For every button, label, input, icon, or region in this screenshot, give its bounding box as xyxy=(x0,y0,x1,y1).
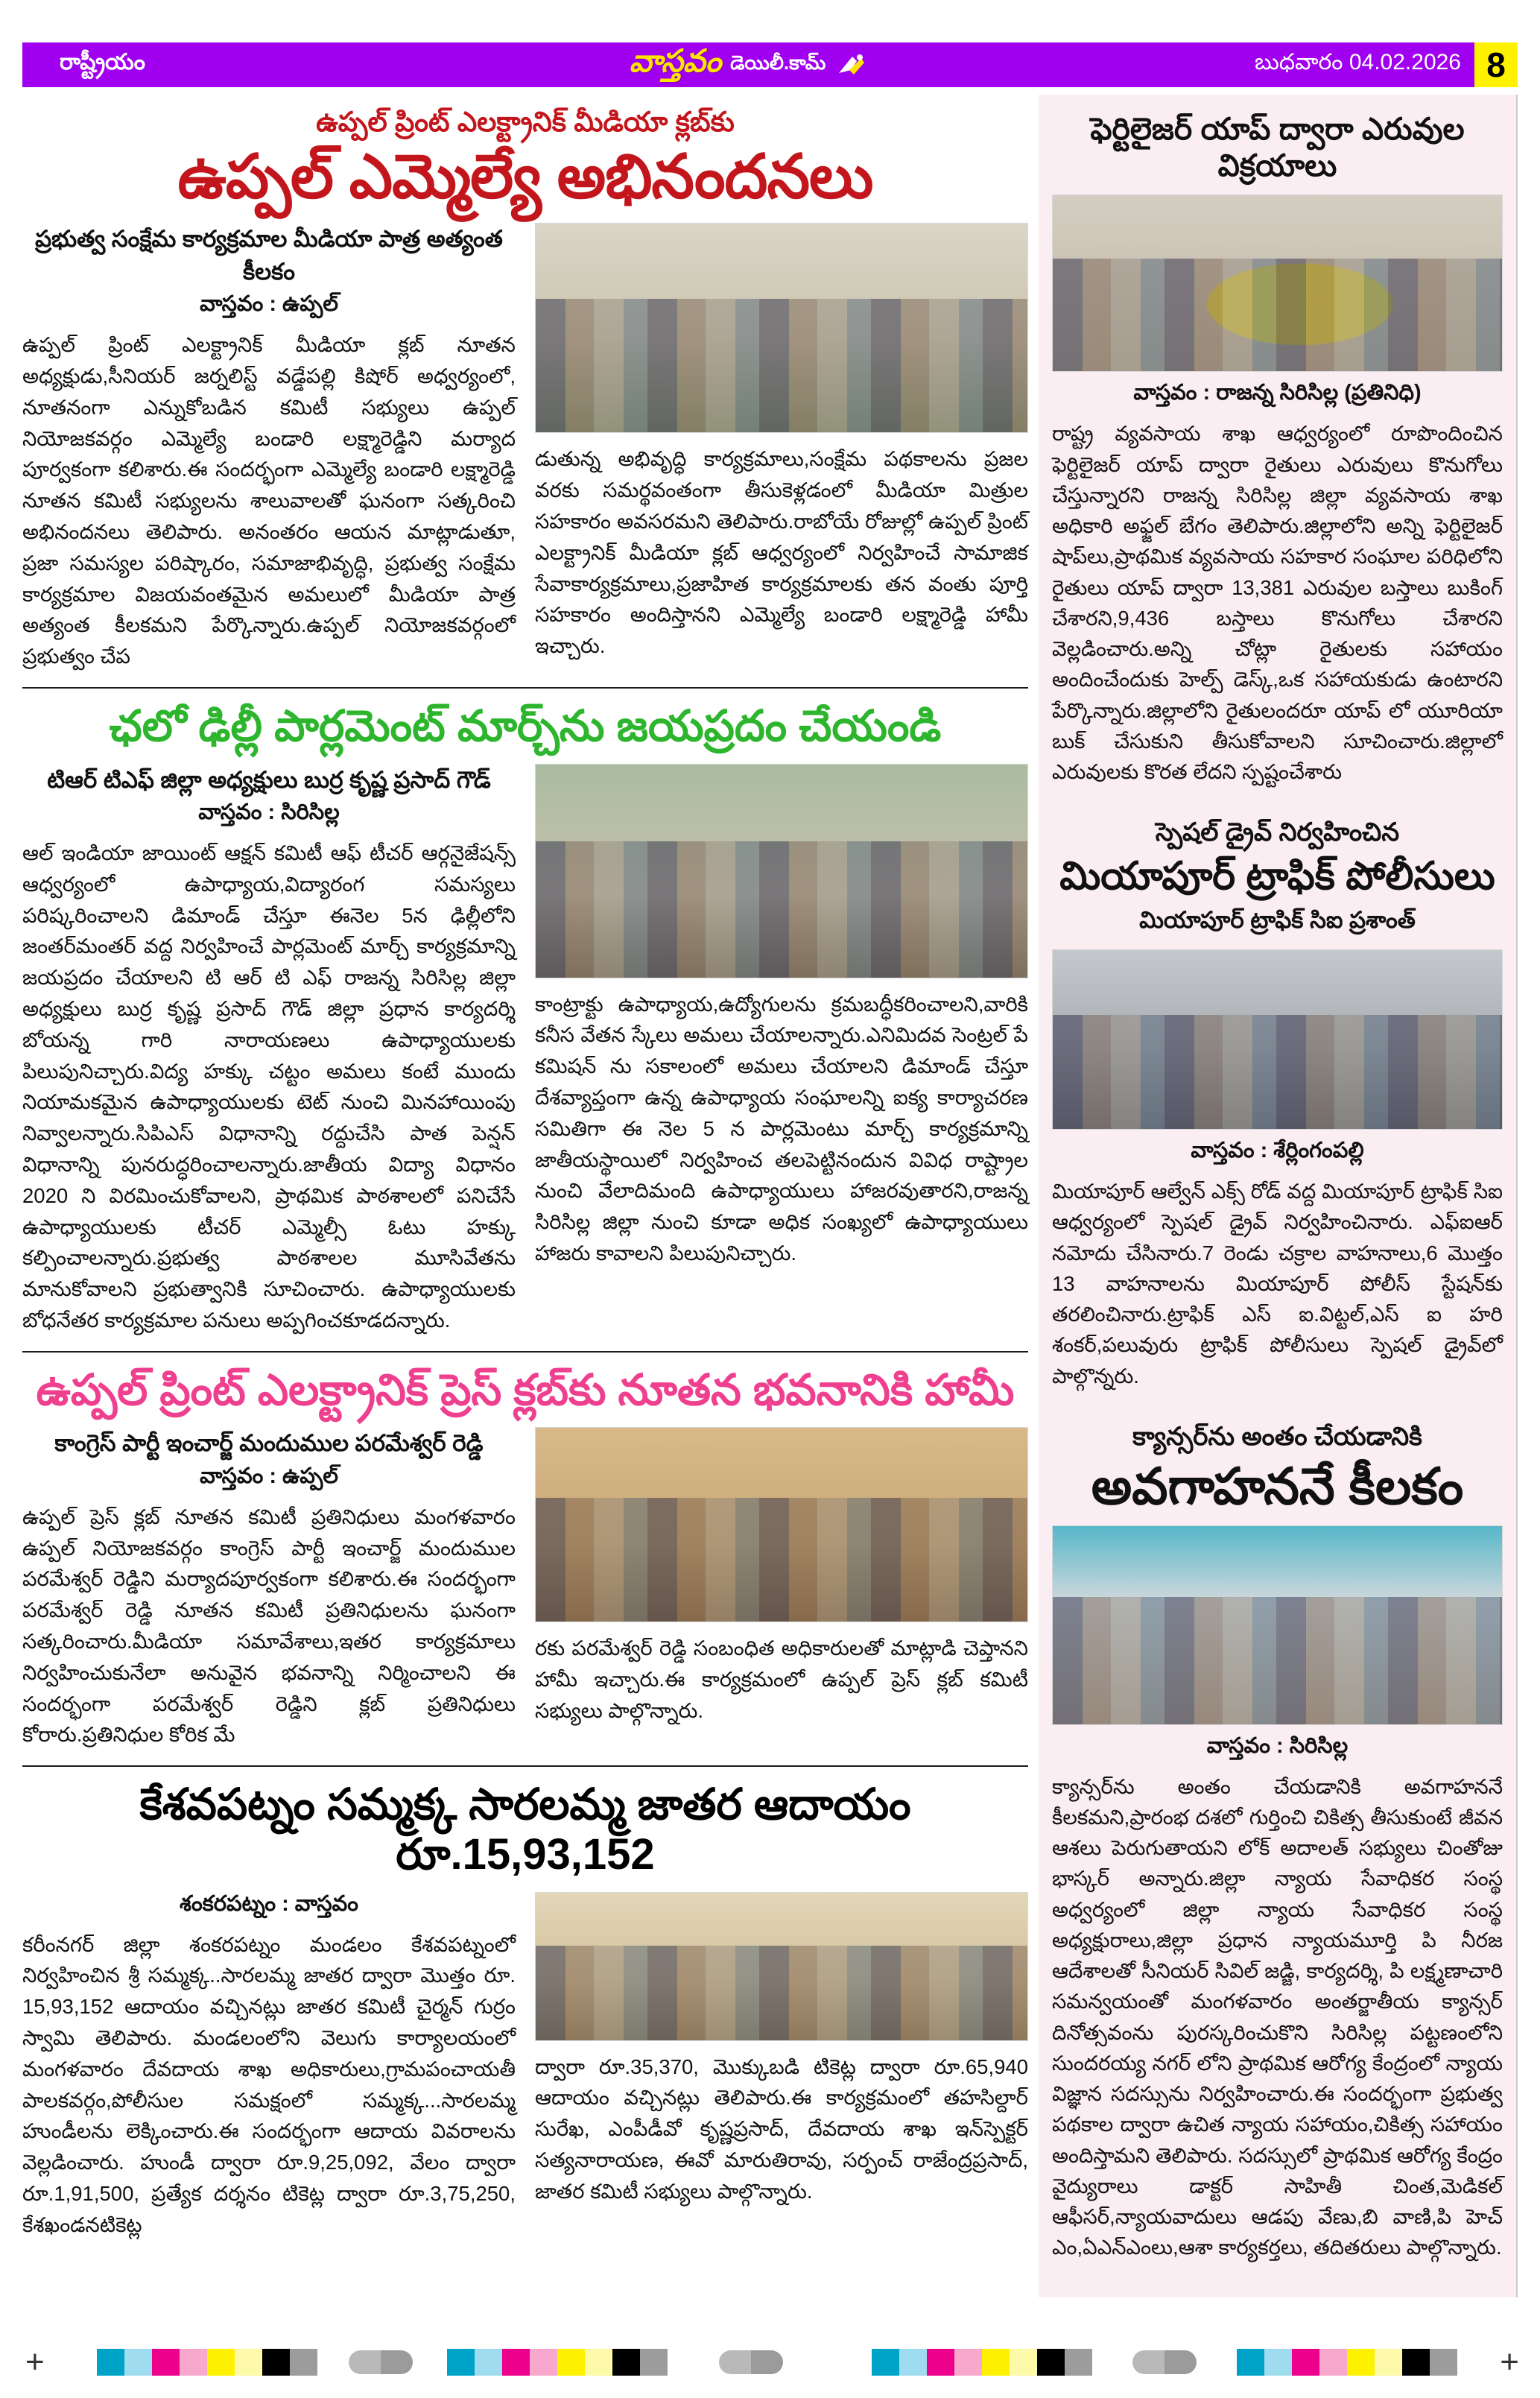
sidebar-column xyxy=(1039,95,1518,2297)
color-swatch xyxy=(1010,2349,1037,2376)
masthead-domain: డెయిలీ.కామ్ xyxy=(730,51,826,74)
color-swatch xyxy=(152,2349,180,2376)
color-swatch xyxy=(1037,2349,1065,2376)
group-photo xyxy=(535,223,1028,433)
color-bar xyxy=(97,2349,317,2376)
article-jatara-income xyxy=(22,1765,1028,2255)
color-bar xyxy=(872,2349,1092,2376)
page-number: 8 xyxy=(1474,42,1518,87)
color-swatch xyxy=(1430,2349,1457,2376)
article-byline: వాస్తవం : ఉప్పల్ xyxy=(200,1464,338,1488)
color-swatch xyxy=(954,2349,982,2376)
article-headline: ఛలో ఢిల్లీ పార్లమెంట్ మార్చ్‌ను జయప్రదం చేయండి xyxy=(109,701,942,750)
main-column xyxy=(22,95,1028,2297)
article-byline: వాస్తవం : సిరిసిల్ల xyxy=(198,800,340,824)
article-kicker: క్యాన్సర్‌ను అంతం చేయడానికి xyxy=(1132,1422,1422,1451)
section-name: రాష్ట్రీయం xyxy=(60,49,145,75)
counting-photo xyxy=(535,1892,1028,2041)
registration-cross-icon: + xyxy=(25,2344,45,2380)
color-swatch xyxy=(557,2349,585,2376)
color-swatch xyxy=(1375,2349,1402,2376)
newspaper-page xyxy=(0,42,1540,2398)
article-byline: వాస్తవం : సిరిసిల్ల xyxy=(1206,1733,1349,1758)
dove-logo-icon xyxy=(834,51,867,79)
article-byline: వాస్తవం : ఉప్పల్ xyxy=(200,292,338,317)
article-body: ఉప్పల్ ప్రెస్ క్లబ్ నూతన కమిటీ ప్రతినిధులు మంగళవారం ఉప్పల్ నియోజకవర్గం కాంగ్రెస్ పార్టీ ఇంచార్జ్ మందుముల పరమేశ్వర్ రెడ్డిని మర్యాదపూర్వకంగా కలిశారు.ఈ సందర్భంగా పరమేశ్వర్ రెడ్డి నూతన కమిటీ ప్రతినిధులను ఘనంగా సత్కరించారు.మీడియా సమావేశాలు,ఇతర కార్యక్రమాలు నిర్వహించుకునేలా అనువైన భవనాన్ని నిర్మించాలని ఈ సందర్భంగా పరమేశ్వర్ రెడ్డిని క్లబ్ ప్రతినిధులు కోరారు.ప్రతినిధుల కోరిక మే xyxy=(22,1505,516,1747)
article-body: క్యాన్సర్‌ను అంతం చేయడానికి అవగాహననే కీలకమని,ప్రారంభ దశలో గుర్తించి చికిత్స తీసుకుంటే జీవన ఆశలు పెరుగుతాయని లోక్ అదాలత్ సభ్యులు చింతోజు భాస్కర్ అన్నారు.జిల్లా న్యాయ సేవాధికర సంస్థ అధ్వర్యంలో జిల్లా న్యాయ సేవాధికర సంస్థ అధ్యక్షురాలు,జిల్లా ప్రధాన న్యాయమూర్తి పి నీరజ ఆదేశాలతో సీనియర్ సివిల్ జడ్జి, కార్యదర్శి, పి లక్ష్మణాచారి సమన్వయంతో మంగళవారం అంతర్జాతీయ క్యాన్సర్ దినోత్సవంను పురస్కరించుకొని సిరిసిల్ల పట్టణంలోని సుందరయ్య నగర్ లోని ప్రాథమిక ఆరోగ్య కేంద్రంలో న్యాయ విజ్ఞాన సదస్సును నిర్వహించారు.ఈ సందర్భంగా ప్రభుత్వ పథకాల ద్వారా ఉచిత న్యాయ సహాయం,చికిత్స సహాయం అందిస్తామని తెలిపారు. సదస్సులో ప్రాథమిక ఆరోగ్య కేంద్రం వైద్యురాలు డాక్టర్ సాహితీ చింత,మెడికల్ ఆఫీసర్,న్యాయవాదులు ఆడపు వేణు,బి వాణి,పి హెచ్ ఎం,ఏఎన్ఎంలు,ఆశా కార్యకర్తలు, తదితరులు పాల్గొన్నారు. xyxy=(1052,1774,1503,2259)
article-byline: శంకరపట్నం : వాస్తవం xyxy=(180,1891,358,1916)
felicitation-photo xyxy=(535,1427,1028,1622)
color-swatch xyxy=(235,2349,262,2376)
article-press-club xyxy=(22,1351,1028,1765)
article-subhead: టిఆర్ టిఎఫ్ జిల్లా అధ్యక్షులు బుర్ర కృష్ణ ప్రసాద్ గౌడ్ xyxy=(47,766,491,793)
article-body: డుతున్న అభివృద్ధి కార్యక్రమాలు,సంక్షేమ పథకాలను ప్రజల వరకు సమర్థవంతంగా తీసుకెళ్లడంలో మీడియా మిత్రుల సహకారం అవసరమని తెలిపారు.రాబోయే రోజుల్లో ఉప్పల్ ప్రింట్ ఎలక్ట్రానిక్ మీడియా క్లబ్ ఆధ్వర్యంలో నిర్వహించే సామాజిక సేవాకార్యక్రమాలు,ప్రజాహిత కార్యక్రమాలకు తన వంతు పూర్తి సహకారం అందిస్తానని ఎమ్మెల్యే బండారి లక్ష్మారెడ్డి హామీ ఇచ్చారు. xyxy=(535,447,1028,658)
color-swatch xyxy=(180,2349,207,2376)
color-swatch xyxy=(1319,2349,1347,2376)
article-uppal-mla xyxy=(22,95,1028,687)
color-swatch xyxy=(1237,2349,1264,2376)
color-swatch xyxy=(475,2349,502,2376)
article-byline: వాస్తవం : శేర్లింగంపల్లి xyxy=(1191,1139,1364,1163)
color-swatch xyxy=(872,2349,899,2376)
color-swatch xyxy=(502,2349,530,2376)
article-fertilizer-app xyxy=(1049,104,1506,806)
article-subhead: మియాపూర్ ట్రాఫిక్ సిఐ ప్రశాంత్ xyxy=(1139,907,1416,934)
article-headline: అవగాహననే కీలకం xyxy=(1091,1458,1464,1515)
fertilizer-warehouse-photo xyxy=(1052,194,1503,372)
color-swatch xyxy=(899,2349,927,2376)
color-swatch xyxy=(1347,2349,1375,2376)
color-swatch xyxy=(982,2349,1010,2376)
color-swatch xyxy=(585,2349,612,2376)
masthead xyxy=(343,43,1154,87)
masthead-title: వాస్తవం xyxy=(629,42,722,78)
health-centre-photo xyxy=(1052,1525,1503,1725)
article-headline: మియాపూర్ ట్రాఫిక్ పోలీసులు xyxy=(1059,855,1495,899)
color-swatch xyxy=(1402,2349,1430,2376)
color-swatch xyxy=(530,2349,557,2376)
registration-pill xyxy=(719,2350,783,2374)
traffic-police-photo xyxy=(1052,949,1503,1130)
color-bar xyxy=(1237,2349,1457,2376)
masthead-bar xyxy=(22,42,1518,87)
article-body: కరీంనగర్ జిల్లా శంకరపట్నం మండలం కేశవపట్నంలో నిర్వహించిన శ్రీ సమ్మక్క..సారలమ్మ జాతర ద్వారా మొత్తం రూ. 15,93,152 ఆదాయం వచ్చినట్లు జాతర కమిటీ చైర్మన్ గుర్రం స్వామి తెలిపారు. మండలంలోని వెలుగు కార్యాలయంలో మంగళవారం దేవదాయ శాఖ అధికారులు,గ్రామపంచాయతీ పాలకవర్గం,పోలీసుల సమక్షంలో సమ్మక్క...సారలమ్మ హుండీలను లెక్కించారు.ఈ సందర్భంగా ఆదాయ వివరాలను వెల్లడించారు. హుండీ ద్వారా రూ.9,25,092, వేలం ద్వారా రూ.1,91,500, ప్రత్యేక దర్శనం టికెట్ల ద్వారా రూ.3,75,250, కేశఖండనటికెట్ల xyxy=(22,1932,516,2236)
color-swatch xyxy=(612,2349,640,2376)
article-headline: ఉప్పల్ ప్రింట్ ఎలక్ట్రానిక్ ప్రెస్ క్లబ్‌కు నూతన భవనానికి హామీ xyxy=(36,1365,1015,1414)
color-swatch xyxy=(124,2349,152,2376)
article-body: మియాపూర్ ఆల్వేన్ ఎక్స్ రోడ్ వద్ద మియాపూర్ ట్రాఫిక్ సిఐ ఆధ్వర్యంలో స్పెషల్ డ్రైవ్ నిర్వహించినారు. ఎఫ్ఐఆర్ నమోదు చేసినారు.7 రెండు చక్రాల వాహనాలు,6 మొత్తం 13 వాహనాలను మియాపూర్ పోలీస్ స్టేషన్‌కు తరలించినారు.ట్రాఫిక్ ఎస్ ఐ.విట్టల్,ఎస్ ఐ హరి శంకర్,పలువురు ట్రాఫిక్ పోలీసులు స్పెషల్ డ్రైవ్‌లో పాల్గొన్నరు. xyxy=(1052,1180,1503,1388)
registration-cross-icon: + xyxy=(1500,2344,1519,2380)
article-traffic-drive xyxy=(1049,806,1506,1411)
article-chalo-delhi xyxy=(22,687,1028,1351)
color-swatch xyxy=(927,2349,954,2376)
color-swatch xyxy=(207,2349,235,2376)
registration-strip xyxy=(0,2344,1540,2380)
article-body: రాష్ట్ర వ్యవసాయ శాఖ ఆధ్వర్యంలో రూపొందించిన ఫెర్టిలైజర్ యాప్ ద్వారా రైతులు ఎరువులు కొనుగోలు చేస్తున్నారని రాజన్న సిరిసిల్ల జిల్లా వ్యవసాయ శాఖ అధికారి అఫ్జల్ బేగం తెలిపారు.జిల్లాలోని అన్ని ఫెర్టిలైజర్ షాప్‌లు,ప్రాథమిక వ్యవసాయ సహకార సంఘాల పరిధిలోని రైతులు యాప్ ద్వారా 13,381 ఎరువుల బస్తాలు బుకింగ్ చేశారని,9,436 బస్తాలు కొనుగోలు చేశారని వెల్లడించారు.అన్ని చోట్లా రైతులకు సహాయం అందించేందుకు హెల్ప్ డెస్క్,ఒక సహాయకుడు ఉంటారని పేర్కొన్నారు.జిల్లాలోని రైతులందరూ యాప్ లో యూరియా బుక్ చేసుకుని తీసుకోవాలని సూచించారు.జిల్లాలో ఎరువులకు కొరత లేదని స్పష్టంచేశారు xyxy=(1052,422,1503,784)
article-body: ఆల్ ఇండియా జాయింట్ ఆక్షన్ కమిటీ ఆఫ్ టీచర్ ఆర్గనైజేషన్స్ ఆధ్వర్యంలో ఉపాధ్యాయ,విద్యారంగ సమస్యలు పరిష్కరించాలని డిమాండ్ చేస్తూ ఈనెల 5న ఢిల్లీలోని జంతర్‌మంతర్ వద్ద నిర్వహించే పార్లమెంట్ మార్చ్ కార్యక్రమాన్ని జయప్రదం చేయాలని టి ఆర్ టి ఎఫ్ రాజన్న సిరిసిల్ల జిల్లా అధ్యక్షులు బుర్ర కృష్ణ ప్రసాద్ గౌడ్ జిల్లా ప్రధాన కార్యదర్శి బోయన్న గారి నారాయణలు ఉపాధ్యాయులకు పిలుపునిచ్చారు.విద్య హక్కు చట్టం అమలు కంటే ముందు నియామకమైన ఉపాధ్యాయులకు టెట్ నుంచి మినహాయింపు నివ్వాలన్నారు.సిపిఎస్ విధానాన్ని రద్దుచేసి పాత పెన్షన్ విధానాన్ని పునరుద్ధరించాలన్నారు.జాతీయ విద్యా విధానం 2020 ని విరమించుకోవాలని, ప్రాథమిక పాఠశాలలో పనిచేసే ఉపాధ్యాయులకు టీచర్ ఎమ్మెల్సీ ఓటు హక్కు కల్పించాలన్నారు.ప్రభుత్వ పాఠశాలల మూసివేతను మానుకోవాలని ప్రభుత్వానికి సూచించారు. ఉపాధ్యాయులకు బోధనేతర కార్యక్రమాల పనులు అప్పగించకూడదన్నారు. xyxy=(22,841,516,1332)
article-kicker: స్పెషల్ డ్రైవ్ నిర్వహించిన xyxy=(1155,818,1400,847)
color-swatch xyxy=(1292,2349,1319,2376)
article-subhead: కాంగ్రెస్ పార్టీ ఇంచార్జ్ మందుముల పరమేశ్వర్ రెడ్డి xyxy=(54,1430,484,1457)
registration-pill xyxy=(1132,2350,1197,2374)
article-headline: కేశవపట్నం సమ్మక్క సారలమ్మ జాతర ఆదాయం రూ.15,93,152 xyxy=(139,1780,911,1879)
edition-dateline: బుధవారం 04.02.2026 xyxy=(1255,49,1461,75)
color-swatch xyxy=(447,2349,475,2376)
color-swatch xyxy=(1065,2349,1092,2376)
article-subhead: ప్రభుత్వ సంక్షేమ కార్యక్రమాల మీడియా పాత్ర అత్యంత కీలకం xyxy=(35,226,503,285)
color-swatch xyxy=(290,2349,317,2376)
color-swatch xyxy=(1264,2349,1292,2376)
article-byline: వాస్తవం : రాజన్న సిరిసిల్ల (ప్రతినిధి) xyxy=(1133,381,1422,405)
article-headline: ఉప్పల్ ఎమ్మెల్యే అభినందనలు xyxy=(177,143,873,212)
registration-pill xyxy=(349,2350,413,2374)
article-body: ఉప్పల్ ప్రింట్ ఎలక్ట్రానిక్ మీడియా క్లబ్ నూతన అధ్యక్షుడు,సీనియర్ జర్నలిస్ట్ వడ్డేపల్లి కిషోర్ అధ్వర్యంలో, నూతనంగా ఎన్నుకోబడిన కమిటీ సభ్యులు ఉప్పల్ నియోజకవర్గం ఎమ్మెల్యే బండారి లక్ష్మారెడ్డిని మర్యాద పూర్వకంగా కలిశారు.ఈ సందర్భంగా ఎమ్మెల్యే బండారి లక్ష్మారెడ్డి నూతన కమిటీ సభ్యులను శాలువాలతో ఘనంగా సత్కరించి అభినందనలు తెలిపారు. అనంతరం ఆయన మాట్లాడుతూ, ప్రజా సమస్యల పరిష్కారం, సమాజాభివృద్ధి, ప్రభుత్వ సంక్షేమ కార్యక్రమాల విజయవంతమైన అమలులో మీడియా పాత్ర అత్యంత కీలకమని పేర్కొన్నారు.ఉప్పల్ నియోజకవర్గంలో ప్రభుత్వం చేప xyxy=(22,333,516,668)
article-headline: ఫెర్టిలైజర్ యాప్ ద్వారా ఎరువుల విక్రయాలు xyxy=(1090,112,1465,183)
color-swatch xyxy=(97,2349,124,2376)
article-cancer-awareness xyxy=(1049,1411,1506,2282)
article-body: ద్వారా రూ.35,370, మొక్కుబడి టికెట్ల ద్వారా రూ.65,940 ఆదాయం వచ్చినట్లు తెలిపారు.ఈ కార్యక్రమంలో తహసిల్దార్ సురేఖ, ఎంపీడీవో కృష్ణప్రసాద్, దేవదాయ శాఖ ఇన్‌స్పెక్టర్ సత్యనారాయణ, ఈవో మారుతిరావు, సర్పంచ్ రాజేంద్రప్రసాద్, జాతర కమిటీ సభ్యులు పాల్గొన్నారు. xyxy=(535,2054,1028,2203)
leaders-photo xyxy=(535,764,1028,978)
article-body: రకు పరమేశ్వర్ రెడ్డి సంబంధిత అధికారులతో మాట్లాడి చెప్తానని హామీ ఇచ్చారు.ఈ కార్యక్రమంలో ఉప్పల్ ప్రెస్ క్లబ్ కమిటీ సభ్యులు పాల్గొన్నారు. xyxy=(535,1636,1028,1722)
article-body: కాంట్రాక్టు ఉపాధ్యాయ,ఉద్యోగులను క్రమబద్ధీకరించాలని,వారికి కనీస వేతన స్కేలు అమలు చేయాలన్నారు.ఎనిమిదవ సెంట్రల్ పే కమిషన్ ను సకాలంలో అమలు చేయాలని డిమాండ్ చేస్తూ దేశవ్యాప్తంగా ఉన్న ఉపాధ్యాయ సంఘాలన్ని ఐక్య కార్యాచరణ సమితిగా ఈ నెల 5 న పార్లమెంటు మార్చ్ కార్యక్రమాన్ని జాతీయస్థాయిలో నిర్వహించ తలపెట్టినందున వివిధ రాష్ట్రాల నుంచి వేలాదిమంది ఉపాధ్యాయులు హాజరవుతారని,రాజన్న సిరిసిల్ల జిల్లా నుంచి కూడా అధిక సంఖ్యలో ఉపాధ్యాయులు హాజరు కావాలని పిలుపునిచ్చారు. xyxy=(535,992,1028,1265)
color-swatch xyxy=(262,2349,290,2376)
color-bar xyxy=(447,2349,668,2376)
color-swatch xyxy=(640,2349,668,2376)
article-kicker: ఉప్పల్ ప్రింట్ ఎలక్ట్రానిక్ మీడియా క్లబ్‌కు xyxy=(316,107,735,137)
